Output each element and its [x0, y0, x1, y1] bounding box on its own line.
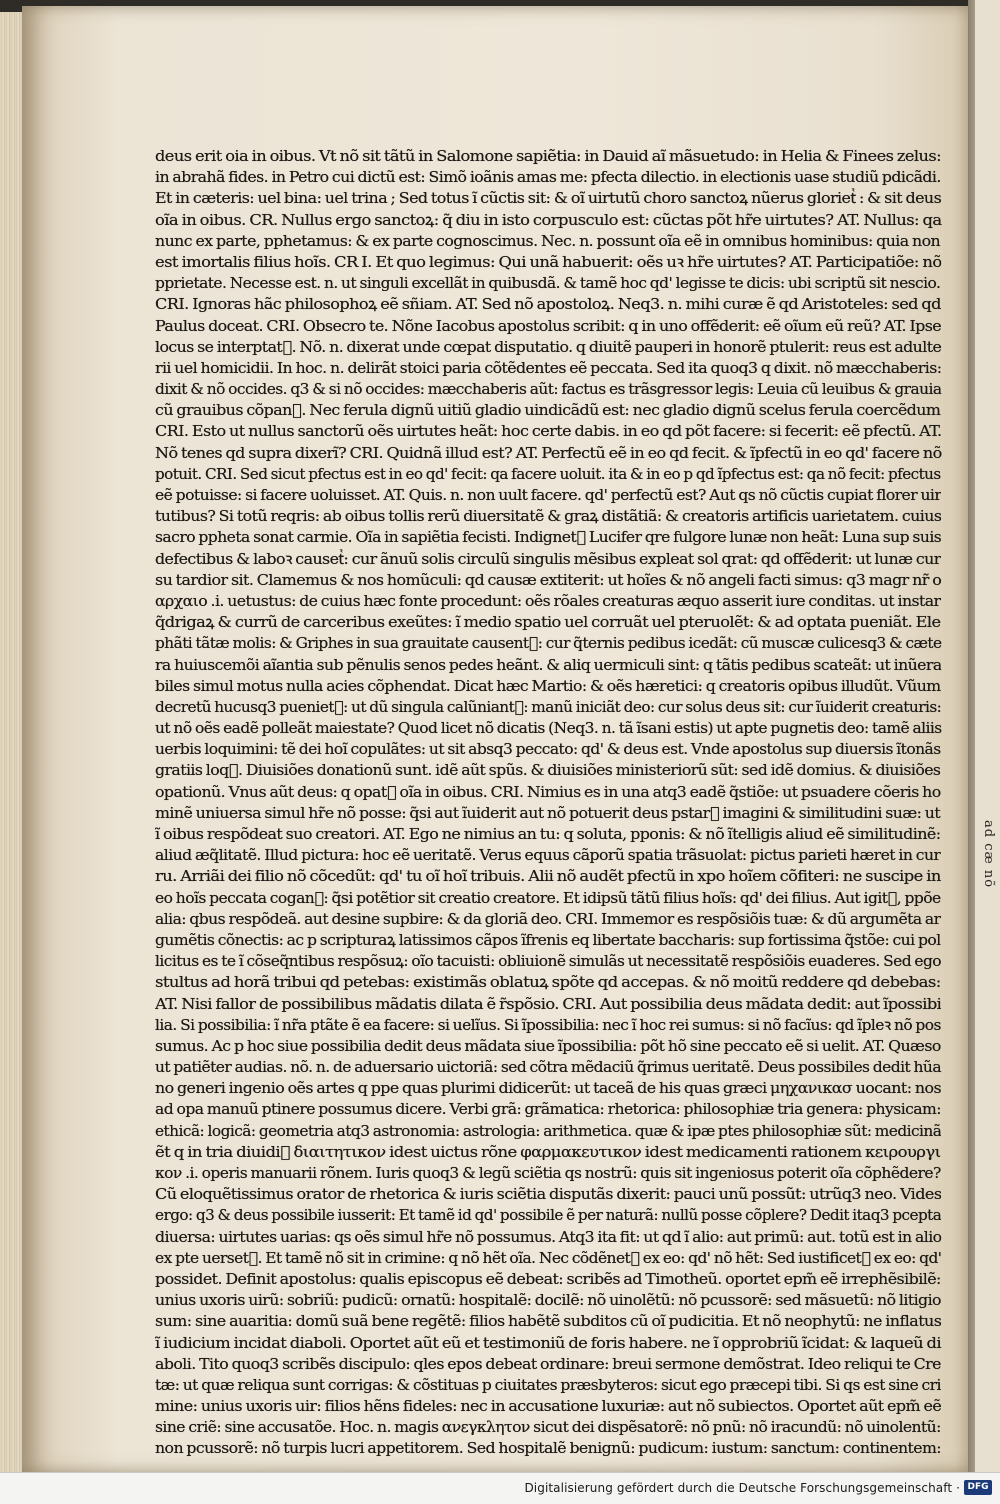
text-line: sumus. Ac p hoc siue possibilia dedit deus mãdata siue ĩpossibilia: põt hõ sine peccato eẽ si uelit. AT. Quæso: [155, 1036, 941, 1055]
text-line: ex pte uersetᷣ. Et tamẽ nõ sit in crimine: q nõ hẽt oĩa. Nec cõdẽnetᷣ ex eo: qd' nõ hẽt: Sed iustificetᷣ ex eo: qd': [155, 1248, 942, 1267]
text-line: Paulus doceat. CRI. Obsecro te. Nõne Iacobus apostolus scribit: q in uno offẽderit: eẽ oĩum eũ reũ? AT. Ipse: [155, 316, 942, 335]
text-line: Cũ eloquẽtissimus orator de rhetorica & iuris sciẽtia disputãs dixerit: pauci unũ possũt: utrũq3 neo. Vides: [155, 1185, 941, 1204]
text-line: unius uxoris uirũ: sobriũ: pudicũ: ornatũ: hospitalẽ: docilẽ: nõ uinolẽtũ: nõ pcussorẽ: sed mãsuetũ: nõ litigio: [155, 1291, 941, 1310]
text-line: in abrahã fides. in Petro cui dictũ est: Simõ ioãnis amas me: pfecta dilectio. in electionis uase studiũ pdicãdi.: [155, 168, 941, 187]
text-line: mine: unius uxoris uir: filios hẽns fideles: nec in accusatione luxuriæ: aut nõ subiectos. Oportet aũt epm̃ eẽ: [155, 1397, 941, 1416]
facing-page-fragment: ad cæ nõ: [981, 820, 996, 889]
text-line: Et in cæteris: uel bina: uel trina ; Sed totus ĩ cũctis sit: & oĩ uirtutũ choro sanctoꝝ nũerus glorietᷣ : & sit deus: [155, 189, 942, 208]
text-line: est imortalis filius hoĩs. CR I. Et quo legimus: Qui unã habuerit: oẽs uꝛ hr̃e uirtutes? AT. Participatiõe: nõ: [155, 252, 942, 271]
text-line: sacro ppheta sonat carmie. Oĩa in sapiẽtia fecisti. Indignetᷣ Lucifer qre fulgore lunæ non heãt: Luna sup suis: [155, 528, 941, 547]
text-line: tæ: ut quæ reliqua sunt corrigas: & cõstituas p ciuitates præsbyteros: sicut ego præcepi tibi. Si qs est sine cri: [155, 1375, 941, 1394]
text-line: aliud æq̃litatẽ. Illud pictura: hoc eẽ ueritatẽ. Verus equus cãporũ spatia trãsuolat: pictus parieti hæret in cur: [155, 846, 941, 865]
text-line: ra huiuscemõi aĩantia sub pẽnulis senos pedes heãnt. & aliq uermiculi sint: q tãtis pedibus scateãt: ut inũera: [155, 655, 942, 674]
facing-page-edge: [975, 0, 1000, 1472]
dfg-logo: DFG: [964, 1480, 992, 1495]
text-line: uerbis loquimini: tẽ dei hoĩ copulãtes: ut sit absq3 peccato: qd' & deus est. Vnde apostolus sup diuersis ĩtonãs: [155, 740, 941, 759]
text-line: locus se interptatᷣ. Nõ. n. dixerat unde cœpat disputatio. q diuitẽ pauperi in honorẽ ptulerit: reus est adulte: [155, 337, 942, 356]
text-line: CRI. Ignoras hãc philosophoꝝ eẽ sñiam. AT. Sed nõ apostoloꝝ. Neq3. n. mihi curæ ẽ qd Aristoteles: sed qd: [155, 295, 941, 314]
footer-bar: [0, 1472, 1000, 1504]
text-line: ru. Arriãi dei filio nõ cõcedũt: qd' tu oĩ hoĩ tribuis. Alii nõ audẽt pfectũ in xpo hoĩem cõfiteri: ne suscipe in: [155, 867, 941, 886]
text-line: q̃drigaꝝ & currũ de carceribus exeũtes: ĩ medio spatio uel corruãt uel pteruolẽt: & ad optata pueniãt. Ele: [155, 613, 941, 632]
text-line: κον .i. operis manuarii rõnem. Iuris quoq3 & legũ sciẽtia qs nostrũ: quis sit ingeniosus poterit oĩa cõphẽdere?: [155, 1164, 941, 1182]
text-line: sum: sine auaritia: domũ suã bene regẽtẽ: filios habẽtẽ subditos cũ oĩ pudicitia. Et nõ neophytũ: ne inflatus: [155, 1312, 942, 1331]
funding-notice: Digitalisierung gefördert durch die Deutsche Forschungsgemeinschaft ·: [524, 1481, 960, 1495]
text-line: gumẽtis cõnectis: ac p scripturaꝝ latissimos cãpos ĩfrenis eq libertate baccharis: sup fortissima q̃stõe: cui pol: [155, 930, 941, 949]
text-line: ethicã: logicã: geometria atq3 astronomia: astrologia: arithmetica. quæ & ipæ ptes philosophiæ sũt: medicinã: [155, 1121, 941, 1140]
text-line: stultus ad horã tribui qd petebas: existimãs oblatuꝝ spõte qd accepas. & nõ moitũ reddere qd debebas:: [155, 973, 941, 992]
text-line: ad opa manuũ ptinere possumus dicere. Verbi grã: grãmatica: rhetorica: philosophiæ tria genera: physicam:: [155, 1100, 941, 1119]
text-line: pprietate. Necesse est. n. ut singuli excellãt in quibusdã. & tamẽ hoc qd' legisse te dicis: ubi scriptũ sit nescio.: [155, 274, 941, 293]
text-line: ẽt q in tria diuidiᷣ διαιτητικον idest uictus rõne φαρμακευτικον idest medicamenti rationem κειρουργι: [155, 1142, 941, 1161]
text-line: alia: qbus respõdeã. aut desine supbire: & da gloriã deo. CRI. Immemor es respõsiõis tuæ: & dũ argumẽta ar: [155, 909, 941, 928]
text-line: defectibus & laboꝛ causetᷣ: cur ãnuũ solis circulũ singulis mẽsibus expleat sol qrat: qd offẽderit: ut lunæ cur: [155, 549, 941, 568]
text-line: decretũ hucusq3 puenietᷣ: ut dũ singula calũniantᷣ: manũ iniciãt deo: cur solus deus sit: cur ĩuiderit creaturis:: [155, 697, 941, 716]
text-line: sine criẽ: sine accusatõe. Hoc. n. magis ανεγκλητον sicut dei dispẽsatorẽ: nõ pnũ: nõ iracundũ: nõ uinolentũ:: [155, 1418, 941, 1437]
text-line: biles simul motus nulla acies cõphendat. Dicat hæc Martio: & oẽs hæretici: q creatoris opibus illudũt. Vũum: [155, 676, 941, 695]
text-line: αρχαιο .i. uetustus: de cuius hæc fonte procedunt: oẽs rõales creaturas æquo asserit iure conditas. ut instar: [155, 591, 941, 610]
text-line: non pcussorẽ: nõ turpis lucri appetitorem. Sed hospitalẽ benignũ: pudicum: iustum: sanctum: continentem:: [155, 1439, 942, 1458]
text-line: ut nõ oẽs eadẽ polleãt maiestate? Quod licet nõ dicatis (Neq3. n. tã ĩsani estis) ut apte pugnetis deo: tamẽ aliis: [155, 719, 942, 738]
page-text-block: [155, 146, 941, 1460]
text-line: lia. Si possibilia: ĩ nr̃a ptãte ẽ ea facere: si uelĩus. Si ĩpossibilia: nec ĩ hoc rei sumus: si nõ facĩus: qd ĩpleꝛ nõ pos: [155, 1015, 941, 1034]
text-line: licitus es te ĩ cõseq̃ntibus respõsuꝝ: oĩo tacuisti: obliuionẽ simulãs ut necessitatẽ respõsiõis euaderes. Sed ego: [155, 952, 942, 971]
text-line: possidet. Definit apostolus: qualis episcopus eẽ debeat: scribẽs ad Timotheũ. oportet epm̃ eẽ irrephẽsibilẽ:: [155, 1269, 941, 1288]
text-line: CRI. Esto ut nullus sanctorũ oẽs uirtutes heãt: hoc certe dabis. in eo qd põt facere: si fecerit: eẽ pfectũ. AT.: [155, 422, 942, 441]
text-line: dixit & nõ occides. q3 & si nõ occides: mæcchaberis aũt: factus es trãsgressor legis: Leuia cũ leuibus & grauia: [155, 380, 942, 399]
text-line: Nõ tenes qd supra dixerĩ? CRI. Quidnã illud est? AT. Perfectũ eẽ in eo qd fecit. & ĩpfectũ in eo qd' facere nõ: [155, 443, 942, 462]
text-line: rii uel homicidii. In hoc. n. delirãt stoici paria cõtẽdentes eẽ peccata. Sed ita quoq3 q dixit. nõ mæcchaberis:: [155, 358, 942, 377]
text-line: phãti tãtæ molis: & Griphes in sua grauitate causentᷣ: cur q̃ternis pedibus icedãt: cũ muscæ culicesq3 & cæte: [155, 634, 942, 653]
text-line: opationũ. Vnus aũt deus: q opatᷣ oĩa in oibus. CRI. Nimius es in una atq3 eadẽ q̃stiõe: ut psuadere cõeris ho: [155, 782, 941, 801]
text-line: ergo: q3 & deus possibile iusserit: Et tamẽ id qd' possibile ẽ per naturã: nullũ posse cõplere? Dedit itaq3 pcepta: [155, 1206, 942, 1225]
text-line: potuit. CRI. Sed sicut pfectus est in eo qd' fecit: qa facere uoluit. ita & in eo p qd ĩpfectus est: qa nõ fecit: pfectus: [155, 464, 941, 483]
text-line: deus erit oia in oibus. Vt nõ sit tãtũ in Salomone sapiẽtia: in Dauid aĩ mãsuetudo: in Helia & Finees zelus:: [155, 147, 941, 165]
text-line: ĩ oibus respõdeat suo creatori. AT. Ego ne nimius an tu: q soluta, pponis: & nõ ĩtelligis aliud eẽ similitudinẽ:: [155, 825, 941, 843]
text-line: tutibus? Si totũ reqris: ab oibus tollis rerũ diuersitatẽ & graꝝ distãtiã: & creatoris artificis uarietatem. cuius: [155, 507, 942, 526]
text-line: ĩ iudicium incidat diaboli. Oportet aũt eũ et testimoniũ de foris habere. ne ĩ opprobriũ ĩcidat: & laqueũ di: [155, 1333, 941, 1352]
text-line: oĩa in oibus. CR. Nullus ergo sanctoꝝ: q̃ diu in isto corpusculo est: cũctas põt hr̃e uirtutes? AT. Nullus: qa: [155, 210, 942, 229]
text-line: diuersa: uirtutes uarias: qs oẽs simul hr̃e nõ possumus. Atq3 ita fit: ut qd ĩ alio: aut primũ: aut. totũ est in alio: [155, 1227, 942, 1246]
text-line: aboli. Tito quoq3 scribẽs discipulo: qles epos debeat ordinare: breui sermone demõstrat. Ideo reliqui te Cre: [155, 1354, 941, 1373]
text-line: eẽ potuisse: si facere uoluisset. AT. Quis. n. non uult facere. qd' perfectũ est? Aut qs nõ cũctis cupiat florer uir: [155, 486, 941, 504]
text-line: AT. Nisi fallor de possibilibus mãdatis dilata ẽ r̃spõsio. CRI. Aut possibilia deus mãdata dedit: aut ĩpossibi: [155, 994, 941, 1013]
text-line: minẽ uniuersa simul hr̃e nõ posse: q̃si aut ĩuiderit aut nõ potuerit deus pstarᷣ imagini & similitudini suæ: ut: [155, 803, 941, 822]
text-line: nunc ex parte, pphetamus: & ex parte cognoscimus. Nec. n. possunt oĩa eẽ in omnibus hominibus: quia non: [155, 231, 941, 250]
text-line: cũ grauibus cõpanᷣ. Nec ferula dignũ uitiũ gladio uindicãdũ est: nec gladio dignũ scelus ferula coercẽdum: [155, 401, 941, 420]
text-line: no generi ingenio oẽs artes q ppe quas plurimi didicerũt: ut taceã de his quas græci μηχανικασ uocant: nos: [155, 1079, 941, 1098]
book-edge: [0, 12, 23, 1472]
text-line: eo hoĩs peccata coganᷣ: q̃si potẽtior sit creatio creatore. Et idipsũ tãtũ filius hoĩs: qd' dei filius. Aut igitᷣ, ppõe: [155, 888, 941, 907]
text-line: ut patiẽter audias. nõ. n. de aduersario uictoriã: sed cõtra mẽdaciũ q̃rimus ueritatẽ. Deus possibiles dedit hũa: [155, 1058, 942, 1077]
text-line: gratiis loqᷣ. Diuisiões donationũ sunt. idẽ aũt spũs. & diuisiões ministeriorũ sũt: sed idẽ domius. & diuisiões: [155, 761, 941, 780]
text-line: su tardior sit. Clamemus & nos homũculi: qd causæ extiterit: ut hoĩes & nõ angeli facti simus: q3 magr nr̃ o: [155, 570, 942, 589]
